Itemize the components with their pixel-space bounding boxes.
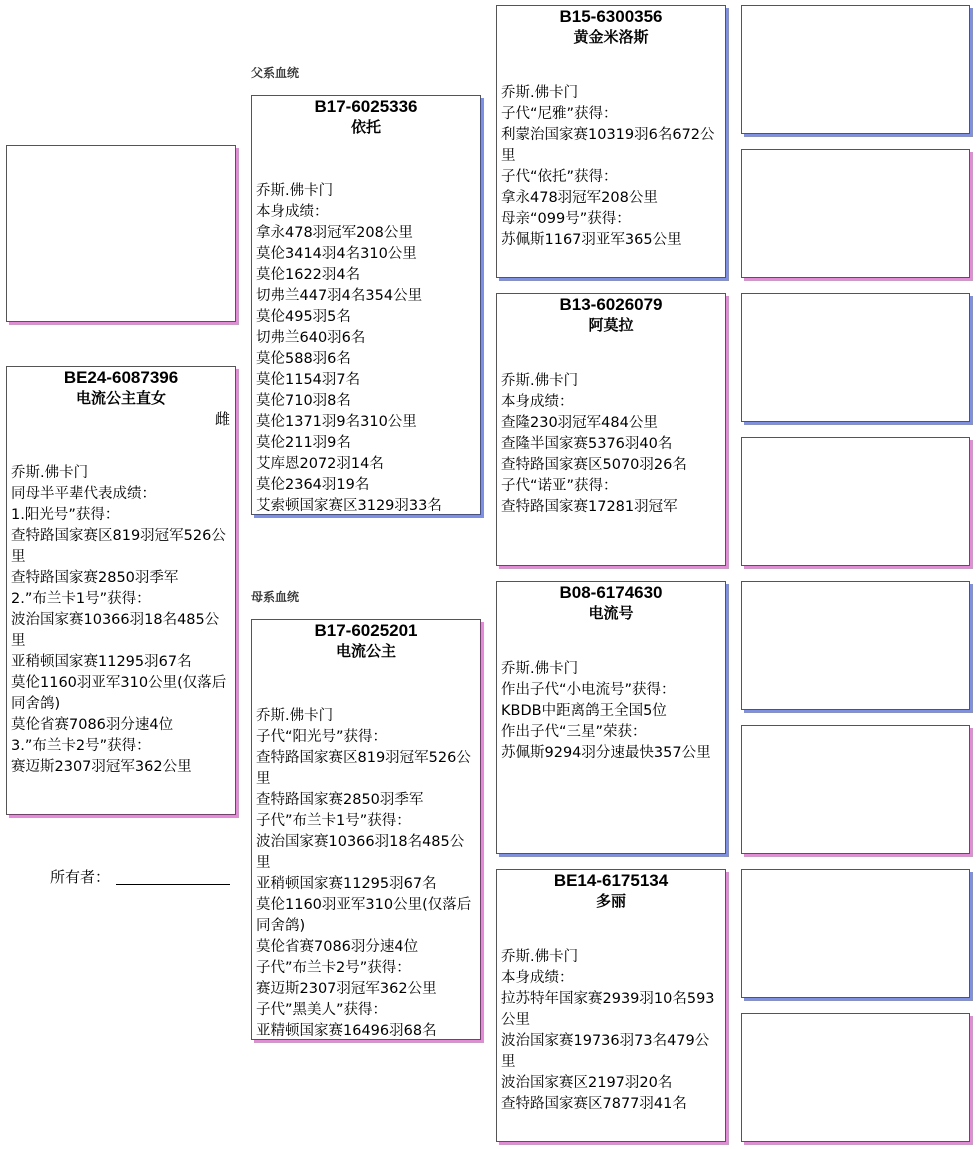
grandsire-maternal-card — [496, 581, 726, 854]
record-line: 本身成绩： — [256, 204, 329, 220]
record-line: 本身成绩： — [501, 394, 574, 410]
record-line: 作出子代“小电流号”获得： — [501, 682, 676, 698]
record-line: 子代”布兰卡1号”获得： — [256, 813, 411, 829]
great-grandparent-box-3 — [741, 293, 970, 422]
dam-line-label: 母系血统 — [251, 590, 300, 604]
record-line: 拉苏特年国家赛2939羽10名593公里 — [501, 991, 715, 1028]
record-line: 莫伦1622羽4名 — [256, 267, 361, 283]
record-line: KBDB中距离鸽王全国5位 — [501, 703, 667, 719]
record-line: 1.阳光号”获得： — [11, 507, 120, 523]
record-line: 赛迈斯2307羽冠军362公里 — [11, 759, 192, 775]
record-line: 乔斯.佛卡门 — [11, 465, 89, 481]
record-line: 查特路国家赛区7877羽41名 — [501, 1096, 687, 1112]
record-line: 莫伦211羽9名 — [256, 435, 351, 451]
record-line: 查特路国家赛2850羽季军 — [256, 792, 424, 808]
record-line: 子代“诺亚”获得： — [501, 478, 618, 494]
subject-sex: 雌 — [214, 410, 230, 428]
great-grandparent-box-4 — [741, 437, 970, 566]
record-line: 莫伦588羽6名 — [256, 351, 351, 367]
record-line: 莫伦1160羽亚军310公里(仅落后同舍鸽) — [11, 675, 227, 712]
record-line: 乔斯.佛卡门 — [501, 949, 579, 965]
record-line: 同母半平辈代表成绩： — [11, 486, 156, 502]
record-line: 莫伦1160羽亚军310公里(仅落后同舍鸽) — [256, 897, 472, 934]
record-line: 利蒙治国家赛10319羽6名672公里 — [501, 127, 715, 164]
record-line: 切弗兰447羽4名354公里 — [256, 288, 423, 304]
record-line: 子代“尼雅”获得： — [501, 106, 618, 122]
great-grandparent-box-5 — [741, 581, 970, 710]
gp3-record — [497, 659, 725, 764]
record-line: 母亲“099号”获得： — [501, 211, 631, 227]
record-line: 查特路国家赛区5070羽26名 — [501, 457, 687, 473]
record-line: 子代”黑美人”获得： — [256, 1002, 388, 1018]
sire-card — [251, 95, 481, 515]
record-line: 莫伦2364羽19名 — [256, 477, 370, 493]
granddam-paternal-card — [496, 293, 726, 566]
record-line: 乔斯.佛卡门 — [501, 85, 579, 101]
gp2-record — [497, 371, 725, 518]
granddam-maternal-card — [496, 869, 726, 1142]
record-line: 莫伦1371羽9名310公里 — [256, 414, 417, 430]
record-line: 3.”布兰卡2号”获得： — [11, 738, 151, 754]
record-line: 乔斯.佛卡门 — [501, 661, 579, 677]
record-line: 波治国家赛10366羽18名485公里 — [11, 612, 220, 649]
record-line: 查特路国家赛区819羽冠军526公里 — [11, 528, 226, 565]
record-line: 亚精顿国家赛16496羽68名 — [256, 1023, 437, 1039]
dam-record — [252, 706, 480, 1040]
record-line: 亚稍顿国家赛11295羽67名 — [11, 654, 192, 670]
sire-record — [252, 181, 480, 515]
record-line: 乔斯.佛卡门 — [256, 183, 334, 199]
record-line: 2.”布兰卡1号”获得： — [11, 591, 151, 607]
subject-ring-number: BE24-6087396 — [63, 368, 179, 387]
record-line: 乔斯.佛卡门 — [501, 373, 579, 389]
record-line: 查隆230羽冠军484公里 — [501, 415, 658, 431]
gp3-name: 电流号 — [588, 604, 634, 622]
record-line: 莫伦495羽5名 — [256, 309, 351, 325]
record-line: 亚稍顿国家赛11295羽67名 — [256, 876, 437, 892]
record-line: 莫伦1154羽7名 — [256, 372, 361, 388]
gp1-record — [497, 83, 725, 251]
gp1-ring-number: B15-6300356 — [559, 7, 663, 26]
great-grandparent-box-1 — [741, 5, 970, 134]
sire-line-label: 父系血统 — [251, 66, 300, 80]
record-line: 波治国家赛10366羽18名485公里 — [256, 834, 465, 871]
record-line: 莫伦3414羽4名310公里 — [256, 246, 417, 262]
photo-box — [6, 145, 236, 322]
great-grandparent-box-6 — [741, 725, 970, 854]
record-line: 切弗兰640羽6名 — [256, 330, 366, 346]
record-line: 查特路国家赛17281羽冠军 — [501, 499, 678, 515]
record-line: 本身成绩： — [501, 970, 574, 986]
gp1-name: 黄金米洛斯 — [573, 28, 649, 46]
subject-name: 电流公主直女 — [75, 389, 166, 407]
record-line: 查隆半国家赛5376羽40名 — [501, 436, 673, 452]
record-line: 艾索顿国家赛区3129羽33名 — [256, 498, 442, 514]
gp2-ring-number: B13-6026079 — [559, 295, 663, 314]
record-line: 苏佩斯9294羽分速最快357公里 — [501, 745, 711, 761]
record-line: 赛迈斯2307羽冠军362公里 — [256, 981, 437, 997]
record-line: 波治国家赛19736羽73名479公里 — [501, 1033, 710, 1070]
record-line: 查特路国家赛2850羽季军 — [11, 570, 179, 586]
record-line: 子代”布兰卡2号”获得： — [256, 960, 411, 976]
great-grandparent-box-7 — [741, 869, 970, 998]
record-line: 苏佩斯1167羽亚军365公里 — [501, 232, 682, 248]
great-grandparent-box-8 — [741, 1013, 970, 1142]
sire-name: 依托 — [350, 118, 381, 136]
gp4-record — [497, 947, 725, 1115]
record-line: 莫伦710羽8名 — [256, 393, 351, 409]
dam-card — [251, 619, 481, 1040]
gp2-name: 阿莫拉 — [588, 316, 634, 334]
record-line: 拿永478羽冠军208公里 — [501, 190, 658, 206]
owner-label: 所有者： — [50, 868, 111, 886]
record-line: 莫伦省赛7086羽分速4位 — [256, 939, 419, 955]
record-line: 艾库恩2072羽14名 — [256, 456, 384, 472]
sire-ring-number: B17-6025336 — [314, 97, 418, 116]
record-line: 波治国家赛区2197羽20名 — [501, 1075, 673, 1091]
subject-card — [6, 366, 236, 815]
record-line: 拿永478羽冠军208公里 — [256, 225, 413, 241]
grandsire-paternal-card — [496, 5, 726, 278]
gp4-ring-number: BE14-6175134 — [553, 871, 669, 890]
record-line: 子代“阳光号”获得： — [256, 729, 388, 745]
record-line: 作出子代“三星”荣获： — [501, 724, 647, 740]
record-line: 莫伦省赛7086羽分速4位 — [11, 717, 174, 733]
record-line: 乔斯.佛卡门 — [256, 708, 334, 724]
gp3-ring-number: B08-6174630 — [559, 583, 663, 602]
great-grandparent-box-2 — [741, 149, 970, 278]
record-line: 查特路国家赛区819羽冠军526公里 — [256, 750, 471, 787]
subject-record — [7, 463, 235, 778]
gp4-name: 多丽 — [595, 892, 626, 910]
dam-ring-number: B17-6025201 — [314, 621, 418, 640]
owner-signature-line[interactable] — [116, 884, 230, 885]
dam-name: 电流公主 — [335, 642, 396, 660]
record-line: 子代“依托”获得： — [501, 169, 618, 185]
